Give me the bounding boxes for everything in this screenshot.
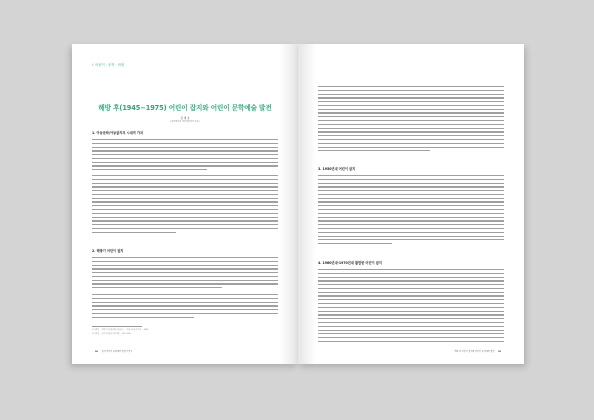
footnote: 1) 김종헌, 「해방기 아동잡지와 아동문학」, 『한국 아동문학 연구』, 2009	[92, 329, 149, 331]
page-number: 98	[95, 351, 98, 353]
body-paragraph	[92, 294, 278, 320]
author-affiliation: (동국대학교 국어국문학과 교수)	[170, 121, 200, 123]
author-name: 김 대 호	[180, 117, 190, 120]
body-paragraph	[92, 257, 278, 291]
section-heading: 1. 아동문학/아동잡지의 시대적 가치	[92, 131, 144, 135]
right-folio	[454, 350, 504, 353]
left-page	[72, 44, 298, 364]
section-heading: 2. 해방기 어린이 잡지	[92, 249, 124, 253]
body-paragraph	[318, 269, 504, 345]
body-paragraph	[92, 175, 278, 236]
running-head: Ⅰ. 어린이 · 문학 · 비평	[92, 63, 125, 67]
body-paragraph	[318, 175, 504, 247]
section-heading: 3. 1950년대 어린이 잡지	[318, 167, 356, 171]
article-title: 해방 후(1945~1975) 어린이 잡지와 어린이 문학예술 발전	[98, 104, 272, 112]
body-paragraph	[318, 86, 504, 154]
body-paragraph	[92, 139, 278, 173]
right-page	[298, 44, 524, 364]
folio-label: 한국 어린이 문화예술 발전사 연구	[101, 351, 133, 353]
book-spread	[72, 44, 524, 364]
folio-label: 해방 후 어린이 잡지와 어린이 문학예술 발전	[454, 351, 495, 353]
left-gutter-shadow	[280, 44, 298, 364]
left-folio	[92, 350, 132, 353]
footnote: 2) 원종찬, 「한국 아동문학사의 쟁점」, 창비, 2010	[92, 333, 131, 335]
section-heading: 4. 1960년대-1970년대 활발한 어린이 잡지	[318, 261, 382, 265]
page-number: 99	[498, 351, 501, 353]
right-gutter-shadow	[298, 44, 316, 364]
